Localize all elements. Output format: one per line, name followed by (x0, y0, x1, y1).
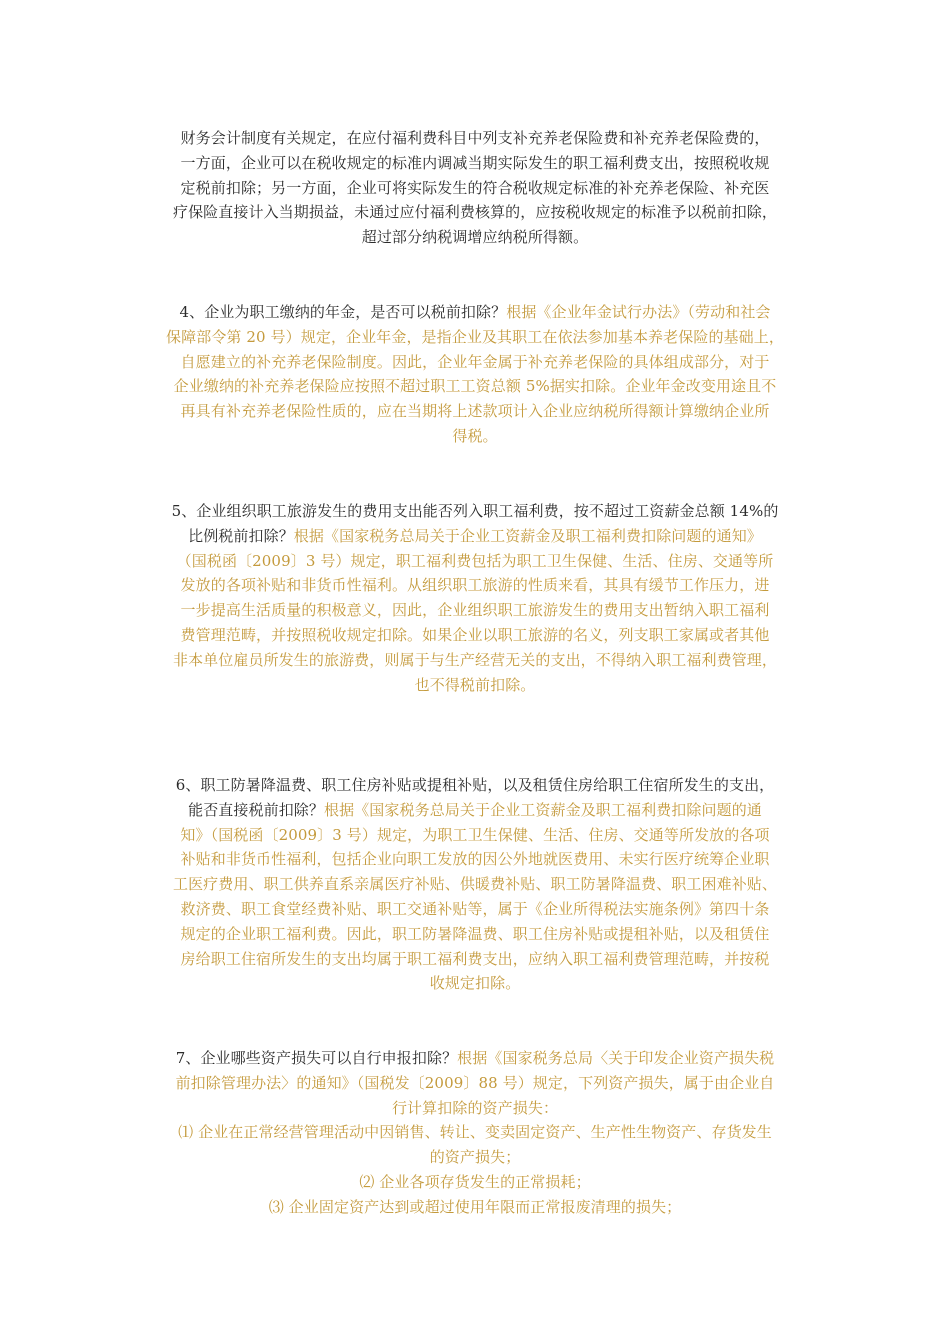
text-line (140, 151, 810, 176)
paragraph-q4-enterprise-annuity (140, 300, 810, 449)
answer-text: 企业缴纳的补充养老保险应按照不超过职工工资总额 5%据实扣除。企业年金改变用途且不 (173, 377, 777, 396)
text-line (140, 176, 810, 201)
answer-text: 根据《国家税务总局关于企业工资薪金及职工福利费扣除问题的通知》 (293, 526, 762, 545)
text-line (140, 1120, 810, 1145)
text-line (140, 374, 810, 399)
answer-text: 再具有补充养老保险性质的，应在当期将上述款项计入企业应纳税所得额计算缴纳企业所 (180, 402, 770, 421)
question-text: 疗保险直接计入当期损益，未通过应付福利费核算的，应按税收规定的标准予以税前扣除， (172, 203, 777, 222)
text-line (140, 524, 810, 549)
text-line (140, 1145, 810, 1170)
text-line (140, 897, 810, 922)
answer-text: 保障部令第 20 号）规定，企业年金，是指企业及其职工在依法参加基本养老保险的基础上， (166, 327, 784, 346)
answer-text: 发放的各项补贴和非货币性福利。从组织职工旅游的性质来看，其具有缓节工作压力，进 (180, 576, 770, 595)
answer-text: 补贴和非货币性福利，包括企业向职工发放的因公外地就医费用、未实行医疗统筹企业职 (180, 850, 770, 869)
question-text: 5、企业组织职工旅游发生的费用支出能否列入职工福利费，按不超过工资薪金总额 14%的 (171, 502, 779, 520)
answer-text: 的资产损失； (429, 1148, 521, 1167)
text-line (140, 350, 810, 375)
question-text: 财务会计制度有关规定，在应付福利费科目中列支补充养老保险费和补充养老保险费的， (180, 129, 770, 147)
answer-text: 一步提高生活质量的积极意义，因此，企业组织职工旅游发生的费用支出暂纳入职工福利 (180, 601, 770, 620)
text-line (140, 922, 810, 947)
answer-text: 行计算扣除的资产损失： (391, 1098, 559, 1117)
answer-text: 得税。 (452, 426, 498, 445)
answer-text: （国税函〔2009〕3 号）规定，职工福利费包括为职工卫生保健、生活、住房、交通等所 (176, 551, 774, 570)
answer-text: ⑴ 企业在正常经营管理活动中因销售、转让、变卖固定资产、生产性生物资产、存货发生 (178, 1123, 772, 1142)
text-line (140, 798, 810, 823)
text-line (140, 424, 810, 449)
text-line (140, 847, 810, 872)
answer-text: 非本单位雇员所发生的旅游费，则属于与生产经营无关的支出，不得纳入职工福利费管理， (172, 650, 777, 669)
answer-text: 前扣除管理办法〉的通知》（国税发〔2009〕88 号）规定，下列资产损失，属于由企业自 (175, 1073, 775, 1092)
text-line (140, 673, 810, 698)
paragraph-welfare-fee (140, 126, 810, 250)
paragraph-q5-employee-travel (140, 499, 810, 697)
question-text: 比例税前扣除？ (188, 526, 294, 545)
answer-text: 规定的企业职工福利费。因此，职工防暑降温费、职工住房补贴或提租补贴，以及租赁住 (180, 924, 770, 943)
answer-text: 知》（国税函〔2009〕3 号）规定，为职工卫生保健、生活、住房、交通等所发放的各项 (180, 825, 770, 844)
answer-text: 费管理范畴，并按照税收规定扣除。如果企业以职工旅游的名义，列支职工家属或者其他 (180, 625, 770, 644)
paragraph-q7-asset-loss (140, 1046, 810, 1220)
answer-text: 根据《国家税务总局关于企业工资薪金及职工福利费扣除问题的通 (324, 800, 762, 819)
text-line (140, 648, 810, 673)
text-line (140, 623, 810, 648)
text-line (140, 872, 810, 897)
text-line (140, 971, 810, 996)
paragraph-q6-heat-allowance (140, 773, 810, 996)
text-line (140, 773, 810, 798)
question-text: 超过部分纳税调增应纳税所得额。 (361, 228, 589, 247)
text-line (140, 399, 810, 424)
text-line (140, 499, 810, 524)
text-line (140, 947, 810, 972)
text-line (140, 126, 810, 151)
text-line (140, 200, 810, 225)
answer-text: 工医疗费用、职工供养直系亲属医疗补贴、供暖费补贴、职工防暑降温费、职工困难补贴、 (172, 875, 777, 894)
text-line (140, 1071, 810, 1096)
text-line (140, 1170, 810, 1195)
text-line (140, 549, 810, 574)
answer-text: 收规定扣除。 (429, 974, 521, 993)
text-line (140, 1046, 810, 1071)
answer-text: 也不得税前扣除。 (414, 675, 536, 694)
text-line (140, 573, 810, 598)
question-text: 能否直接税前扣除？ (188, 800, 324, 819)
answer-text: 根据《国家税务总局〈关于印发企业资产损失税 (457, 1049, 775, 1067)
text-line (140, 300, 810, 325)
answer-text: 自愿建立的补充养老保险制度。因此，企业年金属于补充养老保险的具体组成部分，对于 (180, 352, 770, 371)
answer-text: 房给职工住宿所发生的支出均属于职工福利费支出，应纳入职工福利费管理范畴，并按税 (180, 949, 770, 968)
text-line (140, 1096, 810, 1121)
answer-text: ⑵ 企业各项存货发生的正常损耗； (359, 1172, 591, 1191)
answer-text: ⑶ 企业固定资产达到或超过使用年限而正常报废清理的损失； (268, 1197, 682, 1216)
text-line (140, 325, 810, 350)
question-text: 7、企业哪些资产损失可以自行申报扣除？ (175, 1049, 458, 1067)
question-text: 一方面，企业可以在税收规定的标准内调减当期实际发生的职工福利费支出，按照税收规 (180, 153, 770, 172)
question-text: 4、企业为职工缴纳的年金，是否可以税前扣除？ (179, 303, 507, 321)
question-text: 定税前扣除；另一方面，企业可将实际发生的符合税收规定标准的补充养老保险、补充医 (180, 178, 770, 197)
text-line (140, 598, 810, 623)
question-text: 6、职工防暑降温费、职工住房补贴或提租补贴，以及租赁住房给职工住宿所发生的支出， (175, 776, 775, 794)
text-line (140, 1195, 810, 1220)
answer-text: 根据《企业年金试行办法》（劳动和社会 (506, 303, 771, 321)
text-line (140, 225, 810, 250)
text-line (140, 823, 810, 848)
answer-text: 救济费、职工食堂经费补贴、职工交通补贴等，属于《企业所得税法实施条例》第四十条 (180, 899, 770, 918)
